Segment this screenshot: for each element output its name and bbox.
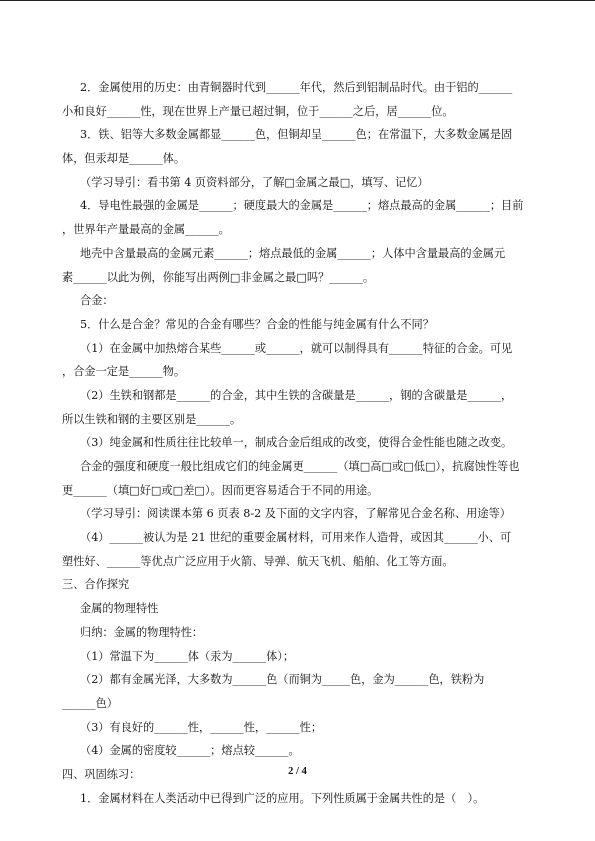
question-3-line-2: 体，但汞却是______体。 [62,152,186,166]
question-5-3-line-3: 更______（填□好□或□差□）。因而更容易适合于不同的用途。 [62,483,379,497]
question-2-line-2: 小和良好______性，现在世界上产量已超过铜，位于______之后，居______位。 [62,104,454,118]
exercise-1: 1．金属材料在人类活动中已得到广泛的应用。下列性质属于金属共性的是（ ）。 [80,791,485,805]
question-5-2-line-2: 所以生铁和钢的主要区别是______。 [62,412,242,426]
question-4-line-1: 4．导电性最强的金属是______；硬度最大的金属是______；熔点最高的金属______；目前 [80,199,524,213]
property-2-line-2: ______色） [62,696,118,710]
property-2-line-1: （2）都有金属光泽，大多数为______色（而铜为_____色，金为______色，铁粉为 [80,673,485,687]
top-border [0,0,595,1]
physical-properties-title: 金属的物理特性 [80,602,159,616]
section-3-heading: 三、合作探究 [62,578,130,592]
question-2-line-1: 2．金属使用的历史：由青铜器时代到______年代，然后到铝制品时代。由于铝的______ [80,81,513,94]
study-guide-1: （学习导引：看书第 4 页资料部分，了解□金属之最□，填写、记忆） [80,175,429,189]
section-4-heading: 四、巩固练习： [62,767,141,781]
question-3-line-1: 3．铁、铝等大多数金属都显______色，但铜却呈______色；在常温下，大多数金属是固 [80,128,513,142]
question-5-3-line-2: 合金的强度和硬度一般比组成它们的纯金属更______（填□高□或□低□），抗腐蚀性等也 [80,460,520,473]
question-5: 5．什么是合金？常见的合金有哪些？合金的性能与纯金属有什么不同？ [80,317,434,331]
property-3: （3）有良好的______性，______性，______性； [80,720,323,734]
property-1: （1）常温下为______体（汞为______体）； [80,649,295,663]
question-4-line-2: ，世界年产量最高的金属______。 [62,223,230,237]
document-body [62,76,540,810]
question-5-3-line-1: （3）纯金属和性质往往比较单一，制成合金后组成的改变，使得合金性能也随之改变。 [80,436,513,450]
study-guide-2: （学习导引：阅读课本第 6 页表 8-2 及下面的文字内容，了解常见合金名称、用途等） [80,507,511,521]
question-5-2-line-1: （2）生铁和钢都是______的合金，其中生铁的含碳量是______，钢的含碳量是______， [80,388,513,402]
question-5-4-line-2: 塑性好、______等优点广泛应用于火箭、导弹、航天飞机、船舶、化工等方面。 [62,554,454,568]
summary-label: 归纳：金属的物理特性： [80,625,204,639]
question-5-1-line-1: （1）在金属中加热熔合某些______或______，就可以制得具有______特征的合金。可见 [80,341,513,355]
question-5-4-line-1: （4）______被认为是 21 世纪的重要金属材料，可用来作人造骨，或因其______小、可 [80,531,512,545]
alloy-heading: 合金： [80,294,114,308]
page-number: 2 / 4 [288,766,307,777]
question-4-line-3: 地壳中含量最高的金属元素______；熔点最低的金属______；人体中含量最高的金属元 [80,246,506,260]
question-5-1-line-2: ，合金一定是______物。 [62,365,186,379]
question-4-line-4: 素______以此为例，你能写出两例□非金属之最□吗？______。 [62,270,375,284]
property-4: （4）金属的密度较______；熔点较______。 [80,744,300,758]
